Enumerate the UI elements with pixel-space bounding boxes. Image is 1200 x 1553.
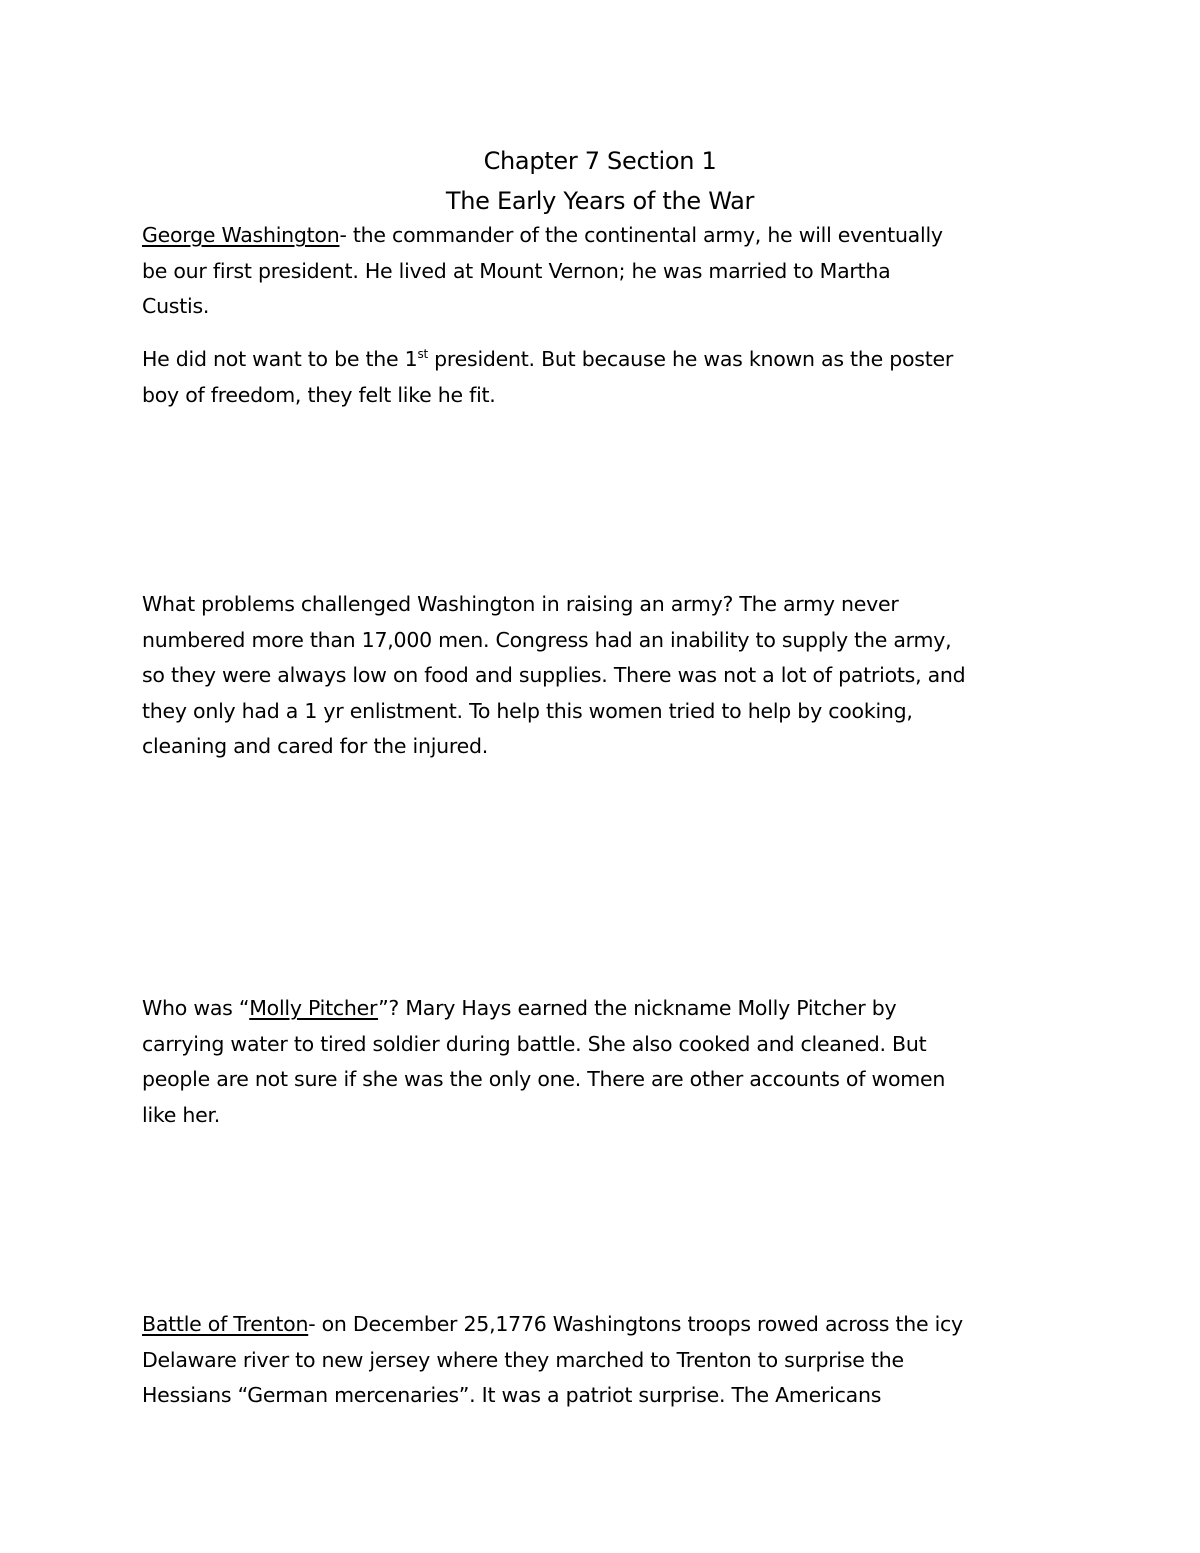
text-span: Who was “	[142, 996, 250, 1020]
text-line	[142, 991, 1072, 1027]
term-molly-pitcher: Molly Pitcher	[249, 996, 379, 1020]
text-line: be our first president. He lived at Mount Vernon; he was married to Martha	[142, 258, 891, 283]
text-span: ”? Mary Hays earned the nickname Molly Pitcher by	[378, 996, 897, 1020]
text-line: people are not sure if she was the only one. There are other accounts of women	[142, 1067, 946, 1091]
text-line	[142, 218, 1072, 254]
paragraph-george-washington	[142, 218, 1072, 325]
text-line: they only had a 1 yr enlistment. To help this women tried to help by cooking,	[142, 698, 913, 723]
text-line: What problems challenged Washington in raising an army? The army never	[142, 592, 899, 616]
superscript: st	[417, 347, 428, 361]
text-line: Custis.	[142, 294, 210, 318]
text-line: boy of freedom, they felt like he fit.	[142, 382, 496, 407]
text-line: Delaware river to new jersey where they marched to Trenton to surprise the	[142, 1347, 904, 1372]
text-line: Hessians “German mercenaries”. It was a patriot surprise. The Americans	[142, 1383, 882, 1407]
text-line: numbered more than 17,000 men. Congress had an inability to supply the army,	[142, 627, 952, 652]
paragraph-molly-pitcher	[142, 991, 1072, 1133]
text-line: like her.	[142, 1102, 221, 1127]
term-battle-of-trenton: Battle of Trenton	[142, 1312, 309, 1336]
text-span: - the commander of the continental army, he will eventually	[339, 223, 943, 247]
text-line: carrying water to tired soldier during battle. She also cooked and cleaned. But	[142, 1031, 927, 1056]
paragraph-battle-of-trenton	[142, 1307, 1072, 1414]
chapter-title: Chapter 7 Section 1	[483, 147, 717, 175]
term-george-washington: George Washington	[142, 223, 340, 247]
text-line: cleaning and cared for the injured.	[142, 734, 488, 758]
text-line	[142, 342, 1072, 378]
section-title: The Early Years of the War	[445, 187, 755, 215]
paragraph-first-president	[142, 342, 1072, 413]
text-line	[142, 1307, 1072, 1343]
text-span: president. But because he was known as the poster	[427, 347, 954, 371]
text-span: He did not want to be the 1	[142, 347, 418, 371]
paragraph-army-problems	[142, 587, 1072, 765]
text-line: so they were always low on food and supplies. There was not a lot of patriots, and	[142, 663, 966, 687]
text-span: - on December 25,1776 Washingtons troops rowed across the icy	[308, 1312, 963, 1336]
